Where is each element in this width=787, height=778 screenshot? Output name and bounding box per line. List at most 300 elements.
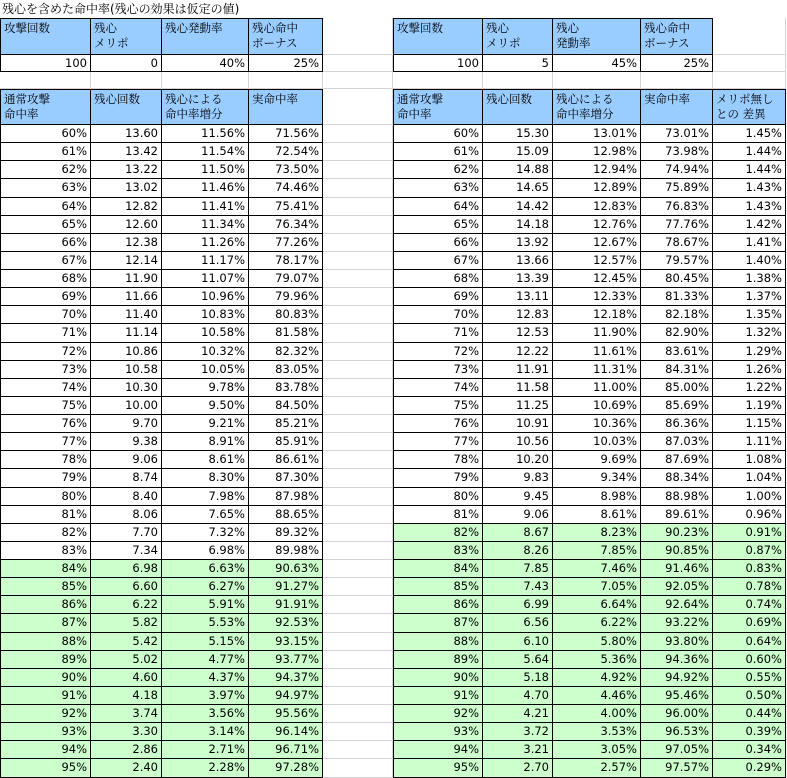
right-table-cell[interactable]: 12.94% bbox=[553, 161, 641, 179]
right-table-cell[interactable]: 5.80% bbox=[553, 633, 641, 651]
left-table-cell[interactable]: 72.54% bbox=[249, 143, 323, 161]
right-table-cell[interactable]: 94% bbox=[393, 741, 483, 759]
left-table-cell[interactable]: 2.86 bbox=[91, 741, 162, 759]
left-table-cell[interactable]: 8.06 bbox=[91, 506, 162, 524]
left-table-cell[interactable]: 71% bbox=[0, 324, 91, 343]
right-table-cell[interactable]: 0.64% bbox=[713, 633, 786, 651]
left-table-cell[interactable]: 95.56% bbox=[249, 705, 323, 723]
left-table-cell[interactable]: 6.22 bbox=[91, 596, 162, 614]
left-table-cell[interactable]: 6.63% bbox=[162, 560, 249, 578]
right-table-cell[interactable]: 11.91 bbox=[483, 361, 553, 379]
left-table-cell[interactable]: 11.14 bbox=[91, 324, 162, 343]
left-table-cell[interactable]: 9.78% bbox=[162, 379, 249, 397]
right-table-cell[interactable]: 9.34% bbox=[553, 469, 641, 488]
left-table-cell[interactable]: 89% bbox=[0, 651, 91, 669]
right-table-cell[interactable]: 78.67% bbox=[641, 234, 713, 252]
right-table-cell[interactable]: 6.10 bbox=[483, 633, 553, 651]
right-table-cell[interactable]: 12.83% bbox=[553, 198, 641, 216]
left-table-cell[interactable]: 81.58% bbox=[249, 324, 323, 343]
empty-grid-cell[interactable] bbox=[323, 633, 393, 651]
right-table-cell[interactable]: 76.83% bbox=[641, 198, 713, 216]
right-table-cell[interactable]: 90% bbox=[393, 669, 483, 687]
right-table-cell[interactable]: 15.09 bbox=[483, 143, 553, 161]
left-table-cell[interactable]: 6.98 bbox=[91, 560, 162, 578]
right-table-cell[interactable]: 1.38% bbox=[713, 270, 786, 288]
left-table-header[interactable]: 実命中率 bbox=[249, 89, 323, 125]
right-table-cell[interactable]: 12.22 bbox=[483, 343, 553, 361]
left-table-cell[interactable]: 4.37% bbox=[162, 669, 249, 687]
empty-grid-cell[interactable] bbox=[323, 379, 393, 397]
empty-grid-cell[interactable] bbox=[323, 488, 393, 506]
right-table-cell[interactable]: 14.42 bbox=[483, 198, 553, 216]
right-table-cell[interactable]: 1.41% bbox=[713, 234, 786, 252]
left-table-cell[interactable]: 70% bbox=[0, 306, 91, 324]
left-table-cell[interactable]: 80% bbox=[0, 488, 91, 506]
empty-grid-cell[interactable] bbox=[323, 125, 393, 143]
left-table-cell[interactable]: 5.42 bbox=[91, 633, 162, 651]
right-table-cell[interactable]: 0.39% bbox=[713, 723, 786, 741]
left-table-cell[interactable]: 74% bbox=[0, 379, 91, 397]
right-table-cell[interactable]: 5.18 bbox=[483, 669, 553, 687]
left-table-cell[interactable]: 84.50% bbox=[249, 397, 323, 415]
left-table-cell[interactable]: 90% bbox=[0, 669, 91, 687]
left-table-cell[interactable]: 92% bbox=[0, 705, 91, 723]
left-table-cell[interactable]: 10.32% bbox=[162, 343, 249, 361]
empty-grid-cell[interactable] bbox=[323, 270, 393, 288]
left-table-cell[interactable]: 10.86 bbox=[91, 343, 162, 361]
left-table-cell[interactable]: 75% bbox=[0, 397, 91, 415]
right-table-cell[interactable]: 1.45% bbox=[713, 125, 786, 143]
right-table-cell[interactable]: 61% bbox=[393, 143, 483, 161]
left-table-cell[interactable]: 67% bbox=[0, 252, 91, 270]
left-table-cell[interactable]: 2.40 bbox=[91, 759, 162, 778]
right-table-cell[interactable]: 0.74% bbox=[713, 596, 786, 614]
right-table-cell[interactable]: 69% bbox=[393, 288, 483, 306]
left-table-cell[interactable]: 4.18 bbox=[91, 687, 162, 705]
right-table-cell[interactable]: 97.57% bbox=[641, 759, 713, 778]
left-table-cell[interactable]: 8.40 bbox=[91, 488, 162, 506]
right-table-header[interactable]: メリポ無し との 差異 bbox=[713, 89, 786, 125]
left-table-cell[interactable]: 9.21% bbox=[162, 415, 249, 433]
left-table-cell[interactable]: 80.83% bbox=[249, 306, 323, 324]
right-table-cell[interactable]: 12.67% bbox=[553, 234, 641, 252]
left-table-cell[interactable]: 10.83% bbox=[162, 306, 249, 324]
right-table-cell[interactable]: 83% bbox=[393, 542, 483, 560]
right-table-cell[interactable]: 62% bbox=[393, 161, 483, 179]
left-table-cell[interactable]: 12.38 bbox=[91, 234, 162, 252]
left-table-cell[interactable]: 3.14% bbox=[162, 723, 249, 741]
right-table-cell[interactable]: 0.60% bbox=[713, 651, 786, 669]
right-table-cell[interactable]: 1.44% bbox=[713, 143, 786, 161]
right-table-cell[interactable]: 85% bbox=[393, 578, 483, 596]
left-table-cell[interactable]: 6.98% bbox=[162, 542, 249, 560]
right-table-cell[interactable]: 94.92% bbox=[641, 669, 713, 687]
empty-grid-cell[interactable] bbox=[323, 161, 393, 179]
right-table-cell[interactable]: 73.98% bbox=[641, 143, 713, 161]
empty-grid-cell[interactable] bbox=[323, 18, 393, 55]
right-table-cell[interactable]: 11.58 bbox=[483, 379, 553, 397]
right-table-cell[interactable]: 95.46% bbox=[641, 687, 713, 705]
right-table-cell[interactable]: 82% bbox=[393, 524, 483, 542]
empty-grid-cell[interactable] bbox=[323, 288, 393, 306]
left-table-cell[interactable]: 91% bbox=[0, 687, 91, 705]
right-table-cell[interactable]: 60% bbox=[393, 125, 483, 143]
right-table-cell[interactable]: 2.70 bbox=[483, 759, 553, 778]
left-table-cell[interactable]: 66% bbox=[0, 234, 91, 252]
left-table-cell[interactable]: 10.96% bbox=[162, 288, 249, 306]
right-table-cell[interactable]: 9.69% bbox=[553, 451, 641, 469]
right-table-cell[interactable]: 4.46% bbox=[553, 687, 641, 705]
empty-grid-cell[interactable] bbox=[323, 560, 393, 578]
right-param-header[interactable]: 残心 発動率 bbox=[553, 18, 641, 55]
empty-grid-cell[interactable] bbox=[323, 72, 393, 89]
left-table-cell[interactable]: 75.41% bbox=[249, 198, 323, 216]
left-table-cell[interactable]: 5.15% bbox=[162, 633, 249, 651]
left-table-cell[interactable]: 11.46% bbox=[162, 179, 249, 198]
right-table-cell[interactable]: 10.03% bbox=[553, 433, 641, 451]
left-table-cell[interactable]: 9.50% bbox=[162, 397, 249, 415]
left-table-cell[interactable]: 90.63% bbox=[249, 560, 323, 578]
right-table-cell[interactable]: 13.11 bbox=[483, 288, 553, 306]
right-table-cell[interactable]: 11.61% bbox=[553, 343, 641, 361]
right-table-cell[interactable]: 84% bbox=[393, 560, 483, 578]
right-table-cell[interactable]: 3.72 bbox=[483, 723, 553, 741]
right-table-cell[interactable]: 8.67 bbox=[483, 524, 553, 542]
right-param-value[interactable]: 45% bbox=[553, 55, 641, 72]
left-table-cell[interactable]: 12.14 bbox=[91, 252, 162, 270]
left-table-cell[interactable]: 96.14% bbox=[249, 723, 323, 741]
left-table-cell[interactable]: 5.53% bbox=[162, 614, 249, 633]
right-table-cell[interactable]: 13.39 bbox=[483, 270, 553, 288]
right-table-cell[interactable]: 81% bbox=[393, 506, 483, 524]
right-param-header[interactable]: 残心命中 ボーナス bbox=[641, 18, 713, 55]
right-table-cell[interactable]: 4.70 bbox=[483, 687, 553, 705]
left-param-header[interactable]: 攻撃回数 bbox=[0, 18, 91, 55]
right-table-cell[interactable]: 92.64% bbox=[641, 596, 713, 614]
left-table-cell[interactable]: 84% bbox=[0, 560, 91, 578]
empty-grid-cell[interactable] bbox=[713, 72, 786, 89]
left-table-cell[interactable]: 11.66 bbox=[91, 288, 162, 306]
right-table-cell[interactable]: 86.36% bbox=[641, 415, 713, 433]
right-table-cell[interactable]: 78% bbox=[393, 451, 483, 469]
empty-grid-cell[interactable] bbox=[323, 343, 393, 361]
left-table-cell[interactable]: 61% bbox=[0, 143, 91, 161]
empty-grid-cell[interactable] bbox=[323, 542, 393, 560]
empty-grid-cell[interactable] bbox=[323, 687, 393, 705]
right-table-cell[interactable]: 4.21 bbox=[483, 705, 553, 723]
right-param-header[interactable]: 攻撃回数 bbox=[393, 18, 483, 55]
right-table-cell[interactable]: 82.90% bbox=[641, 324, 713, 343]
left-table-header[interactable]: 残心回数 bbox=[91, 89, 162, 125]
left-table-cell[interactable]: 6.60 bbox=[91, 578, 162, 596]
left-table-cell[interactable]: 94.97% bbox=[249, 687, 323, 705]
right-table-cell[interactable]: 1.43% bbox=[713, 198, 786, 216]
right-table-cell[interactable]: 73.01% bbox=[641, 125, 713, 143]
left-table-cell[interactable]: 93.15% bbox=[249, 633, 323, 651]
left-table-cell[interactable]: 11.90 bbox=[91, 270, 162, 288]
left-table-cell[interactable]: 76.34% bbox=[249, 216, 323, 234]
left-table-cell[interactable]: 77% bbox=[0, 433, 91, 451]
left-table-cell[interactable]: 79.96% bbox=[249, 288, 323, 306]
left-table-cell[interactable]: 11.56% bbox=[162, 125, 249, 143]
right-table-cell[interactable]: 12.33% bbox=[553, 288, 641, 306]
right-table-cell[interactable]: 8.98% bbox=[553, 488, 641, 506]
empty-grid-cell[interactable] bbox=[323, 614, 393, 633]
right-table-cell[interactable]: 7.85% bbox=[553, 542, 641, 560]
right-table-cell[interactable]: 88% bbox=[393, 633, 483, 651]
right-table-cell[interactable]: 93.22% bbox=[641, 614, 713, 633]
empty-grid-cell[interactable] bbox=[713, 18, 786, 55]
left-table-cell[interactable]: 83% bbox=[0, 542, 91, 560]
left-table-cell[interactable]: 12.60 bbox=[91, 216, 162, 234]
left-table-cell[interactable]: 7.98% bbox=[162, 488, 249, 506]
left-table-cell[interactable]: 85% bbox=[0, 578, 91, 596]
left-table-cell[interactable]: 93% bbox=[0, 723, 91, 741]
empty-grid-cell[interactable] bbox=[323, 759, 393, 778]
left-param-header[interactable]: 残心発動率 bbox=[162, 18, 249, 55]
right-table-cell[interactable]: 3.53% bbox=[553, 723, 641, 741]
left-table-cell[interactable]: 10.58 bbox=[91, 361, 162, 379]
right-table-cell[interactable]: 89% bbox=[393, 651, 483, 669]
right-table-cell[interactable]: 11.90% bbox=[553, 324, 641, 343]
right-table-cell[interactable]: 0.34% bbox=[713, 741, 786, 759]
right-table-cell[interactable]: 89.61% bbox=[641, 506, 713, 524]
right-table-cell[interactable]: 7.46% bbox=[553, 560, 641, 578]
left-table-cell[interactable]: 87% bbox=[0, 614, 91, 633]
left-table-cell[interactable]: 12.82 bbox=[91, 198, 162, 216]
right-table-cell[interactable]: 85.00% bbox=[641, 379, 713, 397]
left-param-value[interactable]: 100 bbox=[0, 55, 91, 72]
left-table-cell[interactable]: 69% bbox=[0, 288, 91, 306]
empty-grid-cell[interactable] bbox=[323, 669, 393, 687]
right-table-cell[interactable]: 86% bbox=[393, 596, 483, 614]
left-table-cell[interactable]: 97.28% bbox=[249, 759, 323, 778]
left-table-cell[interactable]: 78% bbox=[0, 451, 91, 469]
right-table-cell[interactable]: 88.98% bbox=[641, 488, 713, 506]
left-table-cell[interactable]: 2.28% bbox=[162, 759, 249, 778]
left-table-cell[interactable]: 91.91% bbox=[249, 596, 323, 614]
left-table-cell[interactable]: 71.56% bbox=[249, 125, 323, 143]
right-table-header[interactable]: 残心回数 bbox=[483, 89, 553, 125]
left-table-cell[interactable]: 87.98% bbox=[249, 488, 323, 506]
right-table-cell[interactable]: 1.43% bbox=[713, 179, 786, 198]
right-table-cell[interactable]: 1.35% bbox=[713, 306, 786, 324]
right-table-cell[interactable]: 11.31% bbox=[553, 361, 641, 379]
left-table-cell[interactable]: 92.53% bbox=[249, 614, 323, 633]
right-table-cell[interactable]: 5.36% bbox=[553, 651, 641, 669]
left-table-cell[interactable]: 83.05% bbox=[249, 361, 323, 379]
left-table-cell[interactable]: 83.78% bbox=[249, 379, 323, 397]
left-blank-cell[interactable] bbox=[91, 72, 162, 89]
left-table-cell[interactable]: 62% bbox=[0, 161, 91, 179]
right-table-cell[interactable]: 91.46% bbox=[641, 560, 713, 578]
right-table-cell[interactable]: 87% bbox=[393, 614, 483, 633]
right-table-cell[interactable]: 0.69% bbox=[713, 614, 786, 633]
empty-grid-cell[interactable] bbox=[323, 741, 393, 759]
right-table-cell[interactable]: 0.91% bbox=[713, 524, 786, 542]
right-table-cell[interactable]: 80.45% bbox=[641, 270, 713, 288]
left-table-cell[interactable]: 9.06 bbox=[91, 451, 162, 469]
empty-grid-cell[interactable] bbox=[323, 451, 393, 469]
left-table-cell[interactable]: 85.91% bbox=[249, 433, 323, 451]
right-table-cell[interactable]: 1.04% bbox=[713, 469, 786, 488]
empty-grid-cell[interactable] bbox=[323, 705, 393, 723]
right-table-cell[interactable]: 0.29% bbox=[713, 759, 786, 778]
right-table-cell[interactable]: 8.23% bbox=[553, 524, 641, 542]
right-table-cell[interactable]: 88.34% bbox=[641, 469, 713, 488]
left-table-cell[interactable]: 8.91% bbox=[162, 433, 249, 451]
right-table-cell[interactable]: 1.15% bbox=[713, 415, 786, 433]
empty-grid-cell[interactable] bbox=[323, 306, 393, 324]
left-table-cell[interactable]: 5.02 bbox=[91, 651, 162, 669]
right-table-cell[interactable]: 81.33% bbox=[641, 288, 713, 306]
left-table-cell[interactable]: 81% bbox=[0, 506, 91, 524]
left-table-cell[interactable]: 94% bbox=[0, 741, 91, 759]
right-param-value[interactable]: 100 bbox=[393, 55, 483, 72]
left-table-cell[interactable]: 7.70 bbox=[91, 524, 162, 542]
right-table-cell[interactable]: 10.36% bbox=[553, 415, 641, 433]
left-table-cell[interactable]: 9.38 bbox=[91, 433, 162, 451]
right-table-cell[interactable]: 75.89% bbox=[641, 179, 713, 198]
right-table-cell[interactable]: 12.76% bbox=[553, 216, 641, 234]
right-table-cell[interactable]: 6.56 bbox=[483, 614, 553, 633]
left-table-cell[interactable]: 77.26% bbox=[249, 234, 323, 252]
right-table-cell[interactable]: 9.45 bbox=[483, 488, 553, 506]
right-blank-cell[interactable] bbox=[553, 72, 641, 89]
left-table-cell[interactable]: 3.30 bbox=[91, 723, 162, 741]
right-table-cell[interactable]: 65% bbox=[393, 216, 483, 234]
empty-grid-cell[interactable] bbox=[323, 651, 393, 669]
right-table-cell[interactable]: 1.42% bbox=[713, 216, 786, 234]
empty-grid-cell[interactable] bbox=[323, 723, 393, 741]
left-table-cell[interactable]: 9.70 bbox=[91, 415, 162, 433]
left-table-header[interactable]: 残心による 命中率増分 bbox=[162, 89, 249, 125]
left-table-cell[interactable]: 2.71% bbox=[162, 741, 249, 759]
left-blank-cell[interactable] bbox=[162, 72, 249, 89]
left-table-cell[interactable]: 95% bbox=[0, 759, 91, 778]
right-table-cell[interactable]: 1.19% bbox=[713, 397, 786, 415]
right-table-cell[interactable]: 4.00% bbox=[553, 705, 641, 723]
empty-grid-cell[interactable] bbox=[713, 55, 786, 72]
left-table-cell[interactable]: 85.21% bbox=[249, 415, 323, 433]
left-table-cell[interactable]: 4.60 bbox=[91, 669, 162, 687]
left-table-cell[interactable]: 60% bbox=[0, 125, 91, 143]
left-blank-cell[interactable] bbox=[249, 72, 323, 89]
right-table-cell[interactable]: 13.01% bbox=[553, 125, 641, 143]
right-table-cell[interactable]: 10.56 bbox=[483, 433, 553, 451]
right-table-cell[interactable]: 11.00% bbox=[553, 379, 641, 397]
right-table-cell[interactable]: 0.55% bbox=[713, 669, 786, 687]
left-table-cell[interactable]: 13.42 bbox=[91, 143, 162, 161]
right-table-cell[interactable]: 63% bbox=[393, 179, 483, 198]
right-table-cell[interactable]: 12.83 bbox=[483, 306, 553, 324]
right-table-cell[interactable]: 92.05% bbox=[641, 578, 713, 596]
right-table-cell[interactable]: 12.45% bbox=[553, 270, 641, 288]
left-table-cell[interactable]: 74.46% bbox=[249, 179, 323, 198]
left-table-cell[interactable]: 79.07% bbox=[249, 270, 323, 288]
right-table-cell[interactable]: 10.20 bbox=[483, 451, 553, 469]
right-table-cell[interactable]: 11.25 bbox=[483, 397, 553, 415]
right-blank-cell[interactable] bbox=[641, 72, 713, 89]
left-table-cell[interactable]: 89.32% bbox=[249, 524, 323, 542]
right-table-cell[interactable]: 1.29% bbox=[713, 343, 786, 361]
empty-grid-cell[interactable] bbox=[323, 55, 393, 72]
left-table-cell[interactable]: 88.65% bbox=[249, 506, 323, 524]
empty-grid-cell[interactable] bbox=[323, 234, 393, 252]
right-table-cell[interactable]: 14.65 bbox=[483, 179, 553, 198]
left-table-cell[interactable]: 6.27% bbox=[162, 578, 249, 596]
empty-grid-cell[interactable] bbox=[323, 361, 393, 379]
empty-grid-cell[interactable] bbox=[323, 252, 393, 270]
right-table-cell[interactable]: 1.40% bbox=[713, 252, 786, 270]
right-table-header[interactable]: 通常攻撃 命中率 bbox=[393, 89, 483, 125]
right-table-cell[interactable]: 10.91 bbox=[483, 415, 553, 433]
empty-grid-cell[interactable] bbox=[323, 433, 393, 451]
left-param-value[interactable]: 25% bbox=[249, 55, 323, 72]
left-table-cell[interactable]: 10.00 bbox=[91, 397, 162, 415]
right-table-cell[interactable]: 90.23% bbox=[641, 524, 713, 542]
right-table-cell[interactable]: 90.85% bbox=[641, 542, 713, 560]
left-table-cell[interactable]: 10.58% bbox=[162, 324, 249, 343]
right-table-cell[interactable]: 83.61% bbox=[641, 343, 713, 361]
right-table-cell[interactable]: 74.94% bbox=[641, 161, 713, 179]
left-param-header[interactable]: 残心 メリポ bbox=[91, 18, 162, 55]
left-table-cell[interactable]: 7.34 bbox=[91, 542, 162, 560]
right-table-cell[interactable]: 80% bbox=[393, 488, 483, 506]
right-table-cell[interactable]: 97.05% bbox=[641, 741, 713, 759]
right-table-cell[interactable]: 96.53% bbox=[641, 723, 713, 741]
empty-grid-cell[interactable] bbox=[323, 216, 393, 234]
right-table-cell[interactable]: 71% bbox=[393, 324, 483, 343]
left-table-cell[interactable]: 5.82 bbox=[91, 614, 162, 633]
left-table-cell[interactable]: 91.27% bbox=[249, 578, 323, 596]
right-table-cell[interactable]: 0.78% bbox=[713, 578, 786, 596]
right-table-cell[interactable]: 75% bbox=[393, 397, 483, 415]
left-table-cell[interactable]: 78.17% bbox=[249, 252, 323, 270]
right-table-cell[interactable]: 85.69% bbox=[641, 397, 713, 415]
left-table-cell[interactable]: 96.71% bbox=[249, 741, 323, 759]
right-table-cell[interactable]: 87.69% bbox=[641, 451, 713, 469]
left-table-cell[interactable]: 79% bbox=[0, 469, 91, 488]
left-table-cell[interactable]: 89.98% bbox=[249, 542, 323, 560]
left-table-cell[interactable]: 82% bbox=[0, 524, 91, 542]
right-table-cell[interactable]: 92% bbox=[393, 705, 483, 723]
left-table-cell[interactable]: 8.61% bbox=[162, 451, 249, 469]
right-table-cell[interactable]: 6.99 bbox=[483, 596, 553, 614]
right-table-cell[interactable]: 1.44% bbox=[713, 161, 786, 179]
right-table-cell[interactable]: 94.36% bbox=[641, 651, 713, 669]
empty-grid-cell[interactable] bbox=[323, 596, 393, 614]
right-table-cell[interactable]: 95% bbox=[393, 759, 483, 778]
right-table-cell[interactable]: 79.57% bbox=[641, 252, 713, 270]
left-blank-cell[interactable] bbox=[0, 72, 91, 89]
right-table-cell[interactable]: 0.50% bbox=[713, 687, 786, 705]
left-table-cell[interactable]: 86% bbox=[0, 596, 91, 614]
left-table-cell[interactable]: 7.65% bbox=[162, 506, 249, 524]
right-param-value[interactable]: 5 bbox=[483, 55, 553, 72]
left-table-cell[interactable]: 10.30 bbox=[91, 379, 162, 397]
empty-grid-cell[interactable] bbox=[323, 198, 393, 216]
right-table-cell[interactable]: 1.00% bbox=[713, 488, 786, 506]
right-table-cell[interactable]: 2.57% bbox=[553, 759, 641, 778]
empty-grid-cell[interactable] bbox=[323, 469, 393, 488]
right-table-cell[interactable]: 1.32% bbox=[713, 324, 786, 343]
right-table-cell[interactable]: 96.00% bbox=[641, 705, 713, 723]
right-table-cell[interactable]: 12.53 bbox=[483, 324, 553, 343]
right-table-cell[interactable]: 0.87% bbox=[713, 542, 786, 560]
right-table-cell[interactable]: 15.30 bbox=[483, 125, 553, 143]
right-table-cell[interactable]: 93% bbox=[393, 723, 483, 741]
